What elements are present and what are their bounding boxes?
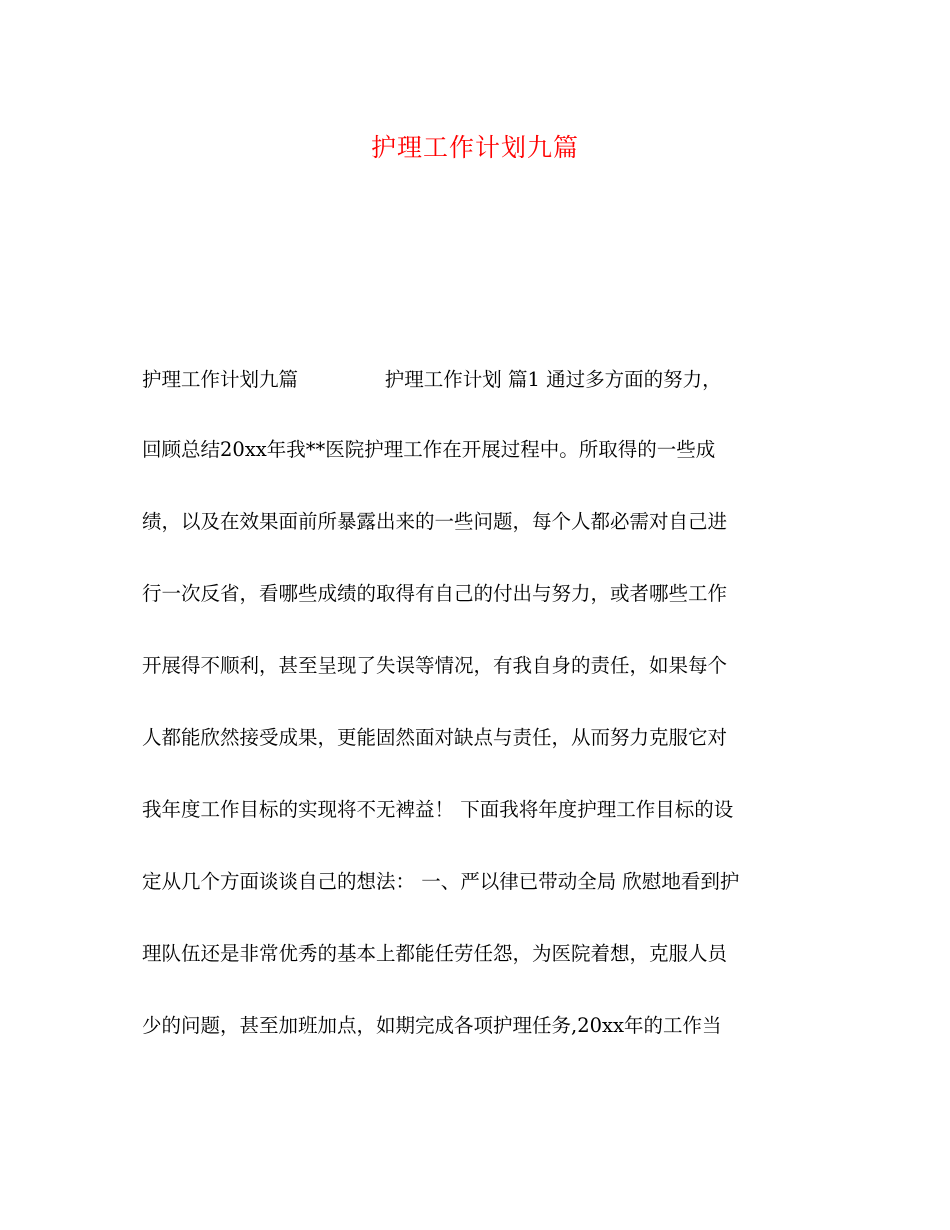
body-line: 定从几个方面谈谈自己的想法： 一、严以律已带动全局 欣慰地看到护	[142, 870, 740, 893]
body-line: 开展得不顺利，甚至呈现了失误等情况，有我自身的责任，如果每个	[142, 654, 728, 677]
body-line: 行一次反省，看哪些成绩的取得有自己的付出与努力，或者哪些工作	[142, 582, 728, 605]
body-line: 我年度工作目标的实现将不无裨益！ 下面我将年度护理工作目标的设	[142, 798, 734, 821]
body-line: 理队伍还是非常优秀的基本上都能任劳任怨，为医院着想，克服人员	[142, 942, 728, 965]
body-line: 少的问题，甚至加班加点，如期完成各项护理任务,20xx年的工作当	[142, 1014, 722, 1037]
document-title: 护理工作计划九篇	[370, 133, 579, 162]
body-line: 人都能欣然接受成果，更能固然面对缺点与责任，从而努力克服它对	[142, 726, 728, 749]
body-line: 绩，以及在效果面前所暴露出来的一些问题，每个人都必需对自己进	[142, 510, 728, 533]
body-line: 回顾总结20xx年我**医院护理工作在开展过程中。所取得的一些成	[142, 438, 716, 461]
body-line: 护理工作计划九篇 护理工作计划 篇1 通过多方面的努力，	[142, 368, 722, 391]
